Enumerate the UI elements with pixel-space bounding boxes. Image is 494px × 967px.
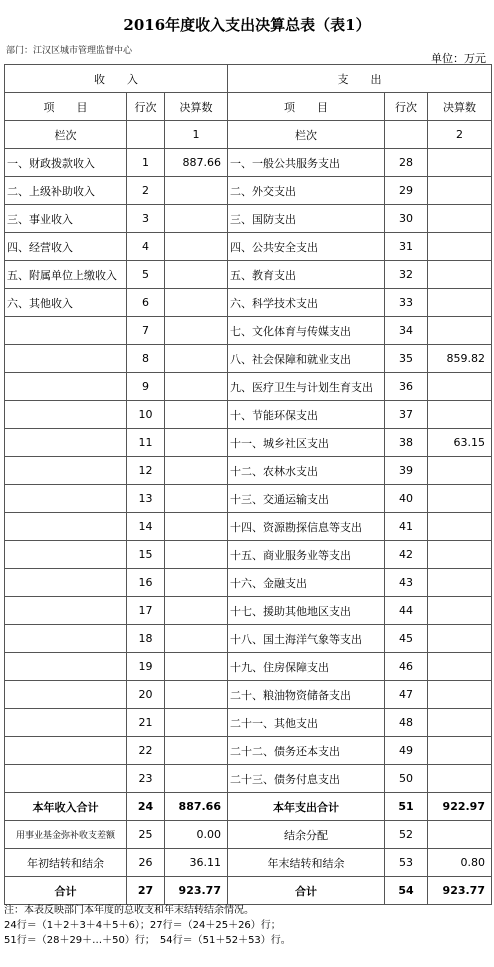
note-line: 51行＝（28＋29＋…＋50）行； 54行＝（51＋52＋53）行。 (4, 935, 291, 946)
expense-amount-cell (428, 205, 492, 233)
income-line-cell: 20 (127, 681, 165, 709)
expense-line-cell: 49 (385, 737, 428, 765)
expense-line-cell: 53 (385, 849, 428, 877)
expense-line-cell: 38 (385, 429, 428, 457)
expense-amount-cell (428, 149, 492, 177)
income-amount-cell (165, 569, 228, 597)
income-line-cell: 2 (127, 177, 165, 205)
expense-item-cell: 十七、援助其他地区支出 (228, 597, 385, 625)
income-line-cell: 19 (127, 653, 165, 681)
income-section-header: 收 入 (5, 65, 228, 93)
expense-item-cell: 一、一般公共服务支出 (228, 149, 385, 177)
table-row (5, 569, 492, 597)
expense-line-cell: 39 (385, 457, 428, 485)
expense-amount-cell (428, 485, 492, 513)
expense-item-cell: 十八、国土海洋气象等支出 (228, 625, 385, 653)
expense-item-cell: 二、外交支出 (228, 177, 385, 205)
income-line-cell: 5 (127, 261, 165, 289)
income-amount-cell (165, 177, 228, 205)
income-amount-cell (165, 261, 228, 289)
expense-line-cell: 54 (385, 877, 428, 905)
income-line-cell: 10 (127, 401, 165, 429)
expense-line-cell: 30 (385, 205, 428, 233)
table-row (5, 485, 492, 513)
income-line-cell: 3 (127, 205, 165, 233)
expense-line-cell: 43 (385, 569, 428, 597)
income-amount-cell (165, 709, 228, 737)
expense-item-cell: 六、科学技术支出 (228, 289, 385, 317)
income-amount-cell (165, 597, 228, 625)
note-line: 注：本表反映部门本年度的总收支和年末结转结余情况。 (4, 905, 254, 916)
income-column-number: 1 (165, 121, 228, 149)
income-amount-cell (165, 289, 228, 317)
income-amount-cell (165, 513, 228, 541)
summary-row (5, 877, 492, 905)
summary-row (5, 793, 492, 821)
expense-amount-cell (428, 261, 492, 289)
income-amount-cell: 887.66 (165, 793, 228, 821)
expense-amount-cell: 859.82 (428, 345, 492, 373)
table-row (5, 457, 492, 485)
income-item-cell (5, 513, 127, 541)
expense-item-cell: 合计 (228, 877, 385, 905)
expense-line-cell: 33 (385, 289, 428, 317)
expense-amount-cell (428, 233, 492, 261)
income-item-cell (5, 597, 127, 625)
expense-item-cell: 四、公共安全支出 (228, 233, 385, 261)
summary-row (5, 849, 492, 877)
expense-line-cell: 36 (385, 373, 428, 401)
expense-amount-cell: 0.80 (428, 849, 492, 877)
expense-line-cell: 35 (385, 345, 428, 373)
expense-amount-cell (428, 709, 492, 737)
income-amount-cell (165, 737, 228, 765)
expense-item-cell: 本年支出合计 (228, 793, 385, 821)
expense-item-cell: 十三、交通运输支出 (228, 485, 385, 513)
income-item-cell (5, 373, 127, 401)
expense-column-number: 2 (428, 121, 492, 149)
income-amount-cell (165, 457, 228, 485)
income-amount-cell (165, 401, 228, 429)
income-line-cell: 16 (127, 569, 165, 597)
income-amount-cell (165, 765, 228, 793)
income-expense-table (4, 64, 492, 905)
table-row (5, 653, 492, 681)
expense-line-cell: 40 (385, 485, 428, 513)
expense-item-cell: 三、国防支出 (228, 205, 385, 233)
expense-item-cell: 十六、金融支出 (228, 569, 385, 597)
expense-amount-cell (428, 681, 492, 709)
table-row (5, 373, 492, 401)
income-line-cell: 27 (127, 877, 165, 905)
expense-item-cell: 二十三、债务付息支出 (228, 765, 385, 793)
income-amount-cell: 923.77 (165, 877, 228, 905)
income-line-cell: 12 (127, 457, 165, 485)
income-item-cell: 四、经营收入 (5, 233, 127, 261)
income-line-cell: 24 (127, 793, 165, 821)
expense-line-header: 行次 (385, 93, 428, 121)
income-line-cell: 11 (127, 429, 165, 457)
income-item-cell (5, 345, 127, 373)
expense-line-cell: 51 (385, 793, 428, 821)
income-line-cell: 25 (127, 821, 165, 849)
report-title: 2016年度收入支出决算总表（表1） (123, 16, 371, 34)
expense-column-line-blank (385, 121, 428, 149)
income-item-cell (5, 737, 127, 765)
income-amount-cell (165, 373, 228, 401)
expense-amount-cell (428, 541, 492, 569)
expense-line-cell: 44 (385, 597, 428, 625)
table-body (5, 65, 492, 905)
table-row (5, 261, 492, 289)
income-line-cell: 6 (127, 289, 165, 317)
table-row (5, 709, 492, 737)
income-item-cell: 本年收入合计 (5, 793, 127, 821)
expense-item-cell: 十二、农林水支出 (228, 457, 385, 485)
income-line-cell: 8 (127, 345, 165, 373)
table-row (5, 737, 492, 765)
income-column-line-blank (127, 121, 165, 149)
expense-item-cell: 二十二、债务还本支出 (228, 737, 385, 765)
expense-line-cell: 41 (385, 513, 428, 541)
income-line-cell: 26 (127, 849, 165, 877)
expense-item-cell: 十、节能环保支出 (228, 401, 385, 429)
expense-amount-cell (428, 653, 492, 681)
income-item-cell: 五、附属单位上缴收入 (5, 261, 127, 289)
income-amount-header: 决算数 (165, 93, 228, 121)
income-item-cell (5, 429, 127, 457)
income-item-cell: 二、上级补助收入 (5, 177, 127, 205)
income-line-cell: 7 (127, 317, 165, 345)
income-line-cell: 13 (127, 485, 165, 513)
table-row (5, 541, 492, 569)
income-line-cell: 9 (127, 373, 165, 401)
expense-amount-cell (428, 821, 492, 849)
expense-item-cell: 十一、城乡社区支出 (228, 429, 385, 457)
expense-item-cell: 五、教育支出 (228, 261, 385, 289)
income-amount-cell: 0.00 (165, 821, 228, 849)
expense-line-cell: 48 (385, 709, 428, 737)
expense-amount-cell (428, 625, 492, 653)
table-row (5, 233, 492, 261)
expense-item-cell: 二十、粮油物资储备支出 (228, 681, 385, 709)
income-item-cell: 用事业基金弥补收支差额 (5, 821, 127, 849)
expense-line-cell: 37 (385, 401, 428, 429)
income-item-cell: 合计 (5, 877, 127, 905)
income-item-cell: 年初结转和结余 (5, 849, 127, 877)
income-amount-cell (165, 485, 228, 513)
income-item-cell (5, 709, 127, 737)
income-amount-cell (165, 345, 228, 373)
expense-item-cell: 九、医疗卫生与计划生育支出 (228, 373, 385, 401)
expense-amount-cell: 922.97 (428, 793, 492, 821)
table-notes (4, 903, 291, 948)
expense-line-cell: 34 (385, 317, 428, 345)
expense-item-cell: 二十一、其他支出 (228, 709, 385, 737)
expense-amount-cell (428, 177, 492, 205)
expense-line-cell: 29 (385, 177, 428, 205)
expense-item-header: 项 目 (228, 93, 385, 121)
expense-line-cell: 45 (385, 625, 428, 653)
note-line: 24行＝（1＋2＋3＋4＋5＋6）；27行＝（24＋25＋26）行； (4, 920, 281, 931)
income-line-cell: 22 (127, 737, 165, 765)
expense-line-cell: 46 (385, 653, 428, 681)
unit-label: 单位：万元 (431, 52, 486, 65)
income-item-cell (5, 457, 127, 485)
table-row (5, 765, 492, 793)
expense-amount-cell (428, 737, 492, 765)
expense-section-header: 支 出 (228, 65, 492, 93)
expense-line-cell: 42 (385, 541, 428, 569)
income-item-cell (5, 653, 127, 681)
income-item-cell: 一、财政拨款收入 (5, 149, 127, 177)
department-label: 部门：江汉区城市管理监督中心 (6, 46, 133, 56)
column-index-row (5, 121, 492, 149)
column-header-row (5, 93, 492, 121)
income-amount-cell: 887.66 (165, 149, 228, 177)
expense-item-cell: 结余分配 (228, 821, 385, 849)
income-amount-cell (165, 653, 228, 681)
table-row (5, 317, 492, 345)
income-amount-cell (165, 317, 228, 345)
table-row (5, 345, 492, 373)
income-column-label: 栏次 (5, 121, 127, 149)
income-item-cell (5, 681, 127, 709)
expense-item-cell: 十九、住房保障支出 (228, 653, 385, 681)
section-header-row (5, 65, 492, 93)
income-amount-cell (165, 681, 228, 709)
table-row (5, 513, 492, 541)
income-item-cell: 三、事业收入 (5, 205, 127, 233)
expense-amount-cell: 923.77 (428, 877, 492, 905)
expense-amount-cell (428, 289, 492, 317)
expense-line-cell: 47 (385, 681, 428, 709)
income-item-cell (5, 569, 127, 597)
income-line-cell: 1 (127, 149, 165, 177)
expense-item-cell: 年末结转和结余 (228, 849, 385, 877)
income-item-cell (5, 765, 127, 793)
table-row (5, 401, 492, 429)
table-row (5, 289, 492, 317)
income-item-cell (5, 625, 127, 653)
table-row (5, 177, 492, 205)
income-line-cell: 14 (127, 513, 165, 541)
income-amount-cell (165, 625, 228, 653)
income-line-cell: 18 (127, 625, 165, 653)
expense-amount-cell (428, 765, 492, 793)
expense-amount-cell (428, 373, 492, 401)
income-line-header: 行次 (127, 93, 165, 121)
income-amount-cell (165, 429, 228, 457)
income-item-cell (5, 485, 127, 513)
expense-amount-cell (428, 401, 492, 429)
expense-line-cell: 50 (385, 765, 428, 793)
expense-line-cell: 31 (385, 233, 428, 261)
income-item-header: 项 目 (5, 93, 127, 121)
expense-amount-cell (428, 457, 492, 485)
income-line-cell: 17 (127, 597, 165, 625)
income-amount-cell: 36.11 (165, 849, 228, 877)
income-line-cell: 4 (127, 233, 165, 261)
income-line-cell: 23 (127, 765, 165, 793)
expense-item-cell: 八、社会保障和就业支出 (228, 345, 385, 373)
table-row (5, 205, 492, 233)
expense-amount-cell (428, 317, 492, 345)
income-amount-cell (165, 233, 228, 261)
expense-item-cell: 十四、资源勘探信息等支出 (228, 513, 385, 541)
expense-amount-cell (428, 569, 492, 597)
table-row (5, 597, 492, 625)
income-amount-cell (165, 541, 228, 569)
income-item-cell: 六、其他收入 (5, 289, 127, 317)
expense-line-cell: 28 (385, 149, 428, 177)
expense-item-cell: 七、文化体育与传媒支出 (228, 317, 385, 345)
expense-amount-header: 决算数 (428, 93, 492, 121)
expense-line-cell: 52 (385, 821, 428, 849)
expense-amount-cell (428, 513, 492, 541)
expense-item-cell: 十五、商业服务业等支出 (228, 541, 385, 569)
income-item-cell (5, 401, 127, 429)
table-row (5, 625, 492, 653)
income-item-cell (5, 541, 127, 569)
expense-column-label: 栏次 (228, 121, 385, 149)
income-item-cell (5, 317, 127, 345)
expense-line-cell: 32 (385, 261, 428, 289)
table-row (5, 429, 492, 457)
expense-amount-cell (428, 597, 492, 625)
table-row (5, 681, 492, 709)
income-amount-cell (165, 205, 228, 233)
income-line-cell: 21 (127, 709, 165, 737)
summary-row (5, 821, 492, 849)
table-row (5, 149, 492, 177)
income-line-cell: 15 (127, 541, 165, 569)
expense-amount-cell: 63.15 (428, 429, 492, 457)
